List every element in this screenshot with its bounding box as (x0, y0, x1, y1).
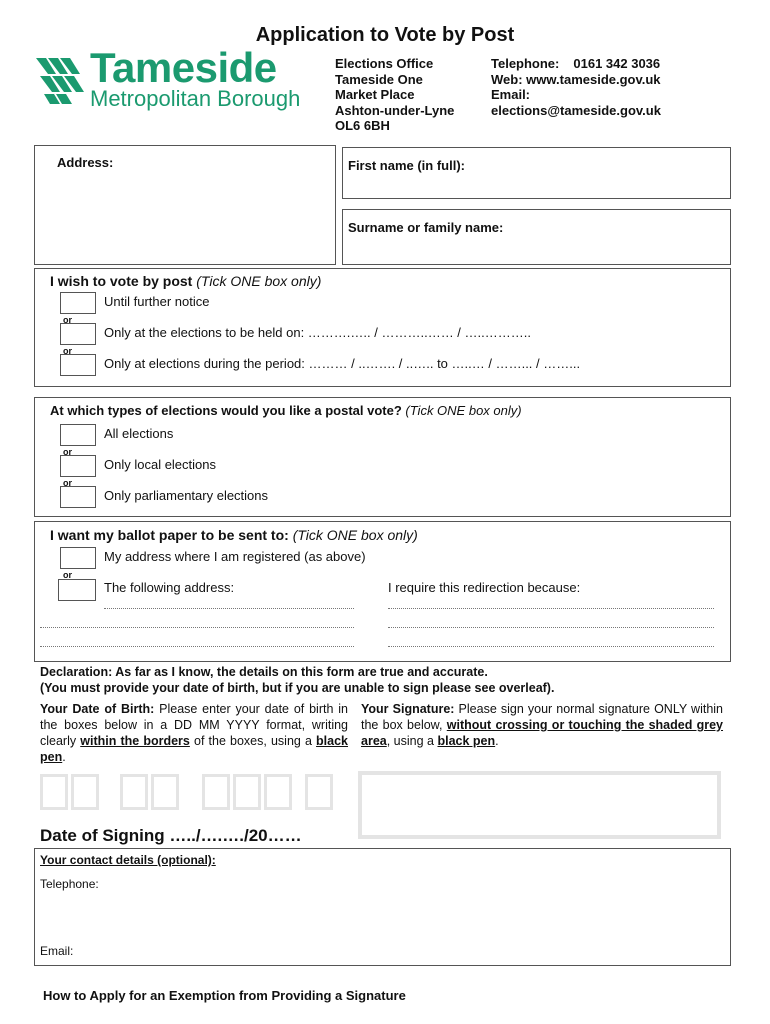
option-parliamentary-elections: Only parliamentary elections (104, 488, 269, 503)
dob-emphasis: black pen (40, 734, 349, 764)
postal-title: I wish to vote by post (50, 273, 193, 289)
option-following-address: The following address: (104, 580, 235, 595)
web-label: Web: (491, 71, 523, 87)
office-line: Market Place (335, 87, 415, 102)
or-label: or (63, 447, 72, 457)
office-line: Ashton-under-Lyne (335, 102, 455, 118)
signature-instructions (361, 701, 723, 749)
page-title: Application to Vote by Post (255, 24, 515, 46)
reason-line[interactable] (388, 608, 714, 609)
option-period: Only at elections during the period: ……… / ..……. / ..….. to …..… / ……... / ……... (104, 356, 581, 371)
signature-text: , using a (386, 734, 434, 748)
signature-emphasis: without crossing or touching the shaded grey area (361, 718, 724, 748)
contact-telephone-label: Telephone: (40, 877, 99, 891)
postal-section-title (50, 273, 321, 289)
address-label: Address: (57, 155, 114, 170)
first-name-label: First name (in full): (348, 158, 465, 173)
signature-heading: Your Signature: (361, 702, 455, 716)
checkbox-all-elections[interactable] (60, 424, 96, 446)
address-field[interactable] (34, 145, 336, 265)
email-value[interactable]: elections@tameside.gov.uk (491, 102, 661, 118)
surname-label: Surname or family name: (348, 220, 504, 235)
dob-year-4[interactable] (305, 774, 333, 810)
office-address (335, 56, 454, 134)
checkbox-following-address[interactable] (58, 579, 96, 601)
web-value[interactable]: www.tameside.gov.uk (526, 71, 661, 87)
contact-info (491, 56, 661, 118)
declaration-line-2: (You must provide your date of birth, but if you are unable to sign please see overleaf). (40, 681, 555, 695)
ballot-hint: (Tick ONE box only) (292, 527, 418, 543)
signature-box[interactable] (358, 771, 721, 839)
option-until-further-notice: Until further notice (104, 294, 210, 309)
dob-day-1[interactable] (40, 774, 68, 810)
contact-details-heading: Your contact details (optional): (40, 853, 216, 867)
signature-text: Please sign your normal signature ONLY within the box below, (361, 702, 723, 732)
or-label: or (63, 346, 72, 356)
office-line: Elections Office (335, 56, 434, 71)
dob-day-2[interactable] (71, 774, 99, 810)
checkbox-period[interactable] (60, 354, 96, 376)
types-section-title (50, 403, 522, 418)
dob-month-2[interactable] (151, 774, 179, 810)
date-of-signing[interactable]: Date of Signing …../….…./20…… (40, 826, 302, 845)
dob-year-2[interactable] (233, 774, 261, 810)
office-line: Tameside One (335, 71, 423, 87)
or-label: or (63, 570, 72, 580)
office-line: OL6 6BH (335, 118, 390, 133)
dob-instructions (40, 701, 348, 765)
ballot-title: I want my ballot paper to be sent to: (50, 527, 289, 543)
logo-subtitle: Metropolitan Borough (90, 86, 301, 111)
ballot-section-title (50, 527, 418, 543)
dob-emphasis: within the borders (80, 734, 190, 748)
contact-email-input[interactable] (90, 939, 720, 959)
telephone-label: Telephone: (491, 56, 560, 71)
checkbox-registered-address[interactable] (60, 547, 96, 569)
dob-text: Please enter your date of birth in the boxes below in a DD MM YYYY format, writing clearly (40, 702, 348, 748)
or-label: or (63, 478, 72, 488)
dob-month-1[interactable] (120, 774, 148, 810)
address-line[interactable] (104, 608, 354, 609)
declaration-line-1: Declaration: As far as I know, the details on this form are true and accurate. (40, 665, 488, 679)
dob-heading: Your Date of Birth: (40, 702, 155, 716)
checkbox-until-further-notice[interactable] (60, 292, 96, 314)
first-name-field[interactable] (342, 147, 731, 199)
address-line[interactable] (40, 646, 354, 647)
option-registered-address: My address where I am registered (as above) (104, 549, 366, 564)
contact-email-label: Email: (40, 944, 74, 958)
dob-year-1[interactable] (202, 774, 230, 810)
signature-end: . (495, 734, 499, 748)
redirection-reason-label: I require this redirection because: (388, 580, 581, 595)
telephone-value: 0161 342 3036 (573, 56, 661, 71)
email-label: Email: (491, 87, 531, 102)
checkbox-local-elections[interactable] (60, 455, 96, 477)
footer-heading: How to Apply for an Exemption from Providing a Signature (43, 988, 406, 1003)
signature-emphasis: black pen (437, 734, 496, 748)
address-line[interactable] (40, 627, 354, 628)
reason-line[interactable] (388, 627, 714, 628)
types-title: At which types of elections would you like a postal vote? (50, 403, 402, 418)
surname-field[interactable] (342, 209, 731, 265)
contact-telephone-input[interactable] (120, 872, 720, 892)
types-hint: (Tick ONE box only) (405, 403, 522, 418)
option-local-elections: Only local elections (104, 457, 216, 472)
option-specific-elections: Only at the elections to be held on: ……….….. / ………..…… / …..……….. (104, 325, 531, 340)
or-label: or (63, 315, 72, 325)
dob-end: . (62, 750, 66, 764)
logo-name: Tameside (90, 44, 277, 91)
checkbox-specific-elections[interactable] (60, 323, 96, 345)
dob-year-3[interactable] (264, 774, 292, 810)
reason-line[interactable] (388, 646, 714, 647)
checkbox-parliamentary-elections[interactable] (60, 486, 96, 508)
postal-hint: (Tick ONE box only) (196, 273, 322, 289)
dob-text: of the boxes, using a (194, 734, 312, 748)
option-all-elections: All elections (104, 426, 174, 441)
